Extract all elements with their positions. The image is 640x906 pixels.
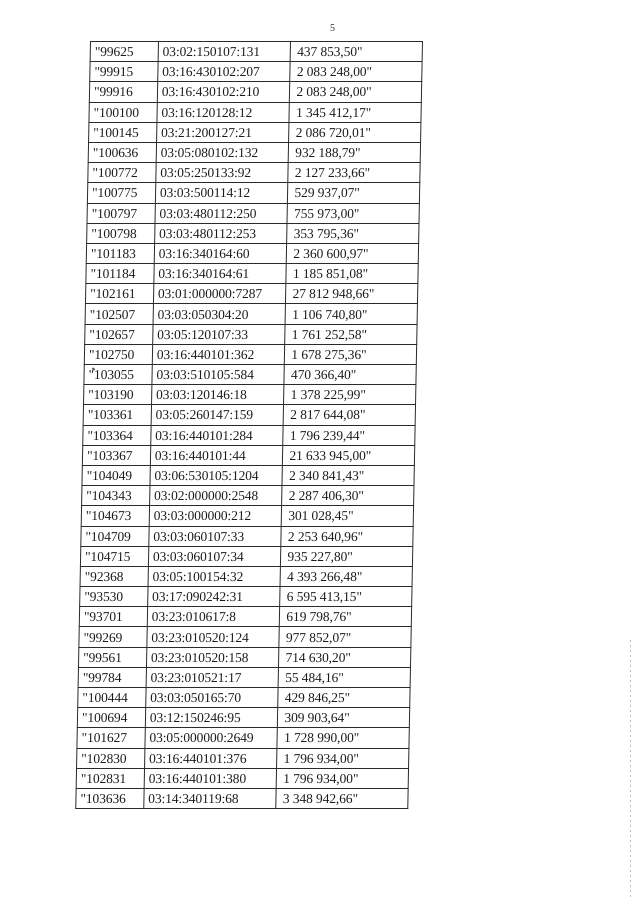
record-id-cell: "100797 — [87, 203, 155, 223]
record-id-cell: "99269 — [79, 627, 147, 647]
record-id-cell: "103190 — [84, 385, 152, 405]
record-id-cell: "93701 — [79, 607, 147, 627]
value-cell: 977 852,07" — [279, 627, 411, 647]
cadastral-number-cell: 03:05:120107:33 — [152, 324, 285, 344]
table-row — [84, 344, 416, 364]
record-id-cell: "100444 — [78, 688, 146, 708]
value-cell: 4 393 266,48" — [280, 566, 412, 586]
record-id-cell: "100775 — [87, 183, 155, 203]
table-row — [80, 587, 412, 607]
table-row — [76, 788, 408, 808]
table-row — [85, 304, 417, 324]
table-row — [78, 647, 410, 667]
table-row — [81, 506, 413, 526]
table-row — [81, 526, 413, 546]
record-id-cell: "104049 — [82, 465, 150, 485]
record-id-cell: "103367 — [82, 445, 150, 465]
table-row — [89, 122, 421, 142]
cadastral-number-cell: 03:03:060107:33 — [149, 526, 282, 546]
cadastral-number-cell: 03:16:340164:61 — [154, 264, 287, 284]
table-row — [80, 566, 412, 586]
record-id-cell: "102657 — [85, 324, 153, 344]
table-row — [86, 243, 418, 263]
record-id-cell: "99625 — [90, 42, 158, 62]
cadastral-number-cell: 03:21:200127:21 — [156, 122, 289, 142]
value-cell: 1 728 990,00" — [277, 728, 409, 748]
cadastral-number-cell: 03:05:080102:132 — [156, 142, 289, 162]
value-cell: 2 127 233,66" — [288, 163, 420, 183]
table-row — [78, 688, 410, 708]
table-row — [85, 284, 417, 304]
value-cell: 2 086 720,01" — [289, 122, 421, 142]
value-cell: 2 287 406,30" — [282, 486, 414, 506]
value-cell: 3 348 942,66" — [276, 788, 408, 808]
value-cell: 1 185 851,08" — [286, 264, 418, 284]
table-row — [82, 445, 414, 465]
value-cell: 6 595 413,15" — [280, 587, 412, 607]
record-id-cell: "99915 — [90, 62, 158, 82]
record-id-cell: "104343 — [82, 486, 150, 506]
cadastral-number-cell: 03:16:340164:60 — [154, 243, 287, 263]
value-cell: 2 817 644,08" — [284, 405, 416, 425]
table-row — [87, 203, 419, 223]
record-id-cell: "103361 — [83, 405, 151, 425]
table-row — [87, 183, 419, 203]
cadastral-number-cell: 03:14:340119:68 — [144, 788, 277, 808]
value-cell: 437 853,50" — [291, 42, 423, 62]
value-cell: 1 796 239,44" — [283, 425, 415, 445]
record-id-cell: "100100 — [89, 102, 157, 122]
cadastral-number-cell: 03:16:440101:380 — [144, 768, 277, 788]
value-cell: 1 796 934,00" — [277, 768, 409, 788]
property-table-container — [75, 41, 423, 809]
value-cell: 714 630,20" — [279, 647, 411, 667]
cadastral-number-cell: 03:05:250133:92 — [156, 163, 289, 183]
record-id-cell: "101184 — [86, 264, 154, 284]
value-cell: 2 083 248,00" — [290, 82, 422, 102]
table-row — [77, 728, 409, 748]
cadastral-number-cell: 03:05:260147:159 — [151, 405, 284, 425]
cadastral-number-cell: 03:03:000000:212 — [149, 506, 282, 526]
table-row — [86, 264, 418, 284]
value-cell: 2 340 841,43" — [282, 465, 414, 485]
table-row — [85, 324, 417, 344]
record-id-cell: "99916 — [89, 82, 157, 102]
table-row — [78, 667, 410, 687]
cadastral-number-cell: 03:05:000000:2649 — [145, 728, 278, 748]
record-id-cell: "102507 — [85, 304, 153, 324]
table-row — [79, 627, 411, 647]
record-id-cell: "102750 — [84, 344, 152, 364]
table-row — [84, 365, 416, 385]
record-id-cell: "101183 — [86, 243, 154, 263]
table-row — [84, 385, 416, 405]
table-row — [77, 708, 409, 728]
value-cell: 27 812 948,66" — [286, 284, 418, 304]
value-cell: 470 366,40" — [284, 365, 416, 385]
value-cell: 353 795,36" — [287, 223, 419, 243]
value-cell: 1 796 934,00" — [277, 748, 409, 768]
value-cell: 429 846,25" — [278, 688, 410, 708]
table-row — [83, 425, 415, 445]
table-row — [90, 42, 422, 62]
cadastral-number-cell: 03:01:000000:7287 — [153, 284, 286, 304]
value-cell: 932 188,79" — [289, 142, 421, 162]
cadastral-number-cell: 03:12:150246:95 — [145, 708, 278, 728]
cadastral-number-cell: 03:23:010521:17 — [146, 667, 279, 687]
property-table — [75, 41, 423, 809]
cadastral-number-cell: 03:23:010617:8 — [147, 607, 280, 627]
cadastral-number-cell: 03:16:440101:44 — [150, 445, 283, 465]
cadastral-number-cell: 03:17:090242:31 — [147, 587, 280, 607]
value-cell: 1 678 275,36" — [285, 344, 417, 364]
cadastral-number-cell: 03:02:150107:131 — [158, 42, 291, 62]
record-id-cell: "102831 — [76, 768, 144, 788]
value-cell: 21 633 945,00" — [283, 445, 415, 465]
record-id-cell: "102161 — [85, 284, 153, 304]
value-cell: 2 253 640,96" — [281, 526, 413, 546]
value-cell: 1 761 252,58" — [285, 324, 417, 344]
record-id-cell: "92368 — [80, 566, 148, 586]
table-row — [79, 607, 411, 627]
record-id-cell: "103636 — [76, 788, 144, 808]
value-cell: 55 484,16" — [278, 667, 410, 687]
record-id-cell: "100694 — [77, 708, 145, 728]
record-id-cell: "99561 — [78, 647, 146, 667]
cadastral-number-cell: 03:23:010520:124 — [147, 627, 280, 647]
record-id-cell: "93530 — [80, 587, 148, 607]
table-row — [88, 142, 420, 162]
record-id-cell: "102830 — [77, 748, 145, 768]
record-id-cell: "104673 — [81, 506, 149, 526]
record-id-cell: "100772 — [88, 163, 156, 183]
cadastral-number-cell: 03:16:120128:12 — [157, 102, 290, 122]
table-row — [77, 748, 409, 768]
value-cell: 301 028,45" — [282, 506, 414, 526]
record-id-cell: "100145 — [89, 122, 157, 142]
record-id-cell: "100798 — [87, 223, 155, 243]
record-id-cell: "101627 — [77, 728, 145, 748]
cadastral-number-cell: 03:03:050165:70 — [146, 688, 279, 708]
value-cell: 755 973,00" — [287, 203, 419, 223]
value-cell: 309 903,64" — [278, 708, 410, 728]
table-row — [90, 62, 422, 82]
cadastral-number-cell: 03:03:480112:253 — [154, 223, 287, 243]
cadastral-number-cell: 03:03:510105:584 — [152, 365, 285, 385]
cadastral-number-cell: 03:23:010520:158 — [146, 647, 279, 667]
record-id-cell: "99784 — [78, 667, 146, 687]
value-cell: 2 083 248,00" — [290, 62, 422, 82]
cadastral-number-cell: 03:02:000000:2548 — [149, 486, 282, 506]
record-id-cell: "104709 — [81, 526, 149, 546]
table-row — [83, 405, 415, 425]
cadastral-number-cell: 03:03:120146:18 — [151, 385, 284, 405]
page-number: 5 — [330, 23, 335, 34]
value-cell: 619 798,76" — [280, 607, 412, 627]
record-id-cell: "100636 — [88, 142, 156, 162]
value-cell: 1 378 225,99" — [284, 385, 416, 405]
cadastral-number-cell: 03:16:440101:362 — [152, 344, 285, 364]
cadastral-number-cell: 03:05:100154:32 — [148, 566, 281, 586]
value-cell: 1 345 412,17" — [289, 102, 421, 122]
table-row — [89, 102, 421, 122]
property-table-body — [76, 42, 423, 809]
cadastral-number-cell: 03:06:530105:1204 — [150, 465, 283, 485]
cadastral-number-cell: 03:03:480112:250 — [155, 203, 288, 223]
scan-edge-mark — [630, 640, 631, 900]
table-row — [89, 82, 421, 102]
table-row — [87, 223, 419, 243]
value-cell: 935 227,80" — [281, 546, 413, 566]
cadastral-number-cell: 03:16:430102:207 — [158, 62, 291, 82]
cadastral-number-cell: 03:16:440101:284 — [151, 425, 284, 445]
cadastral-number-cell: 03:16:440101:376 — [144, 748, 277, 768]
value-cell: 1 106 740,80" — [285, 304, 417, 324]
table-row — [80, 546, 412, 566]
table-row — [76, 768, 408, 788]
record-id-cell: "103055 — [84, 365, 152, 385]
cadastral-number-cell: 03:03:050304:20 — [153, 304, 286, 324]
value-cell: 529 937,07" — [288, 183, 420, 203]
table-row — [88, 163, 420, 183]
record-id-cell: "104715 — [80, 546, 148, 566]
table-row — [82, 486, 414, 506]
cadastral-number-cell: 03:16:430102:210 — [157, 82, 290, 102]
record-id-cell: "103364 — [83, 425, 151, 445]
value-cell: 2 360 600,97" — [287, 243, 419, 263]
cadastral-number-cell: 03:03:060107:34 — [148, 546, 281, 566]
cadastral-number-cell: 03:03:500114:12 — [155, 183, 288, 203]
table-row — [82, 465, 414, 485]
